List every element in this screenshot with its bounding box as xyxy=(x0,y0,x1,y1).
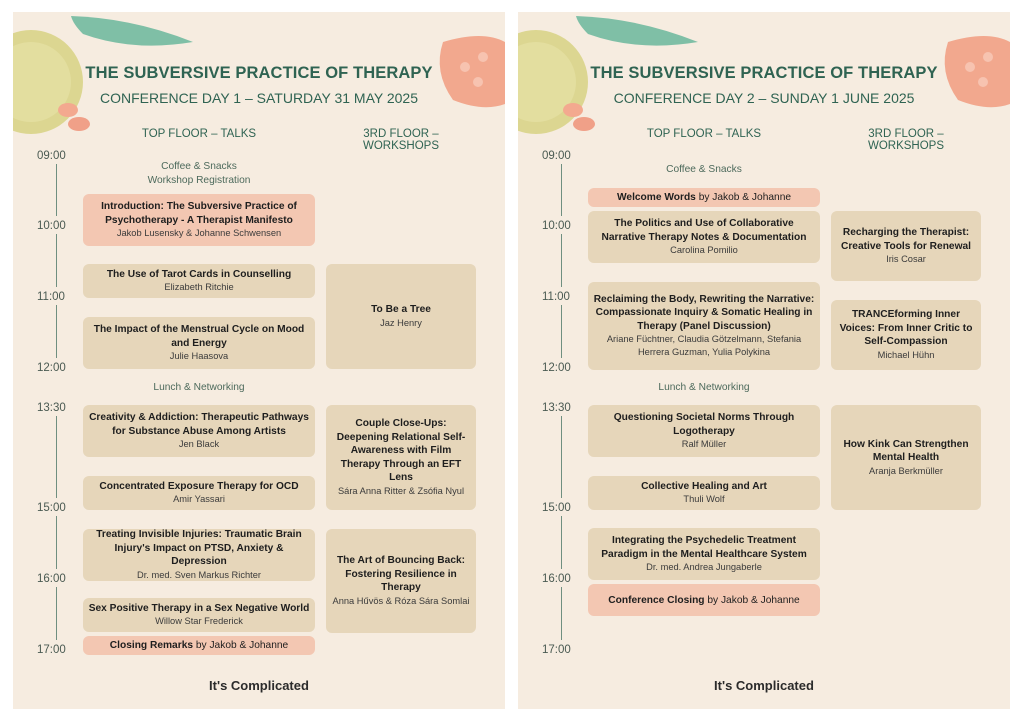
session-speaker: Elizabeth Ritchie xyxy=(164,282,234,293)
time-label: 15:00 xyxy=(37,502,66,514)
session-speaker: Dr. med. Sven Markus Richter xyxy=(137,569,261,580)
session-title: Reclaiming the Body, Rewriting the Narrative: Compassionate Inquiry & Somatic Healing in Therapy (Panel Discussion) xyxy=(593,293,815,332)
time-label: 09:00 xyxy=(37,150,66,162)
session-card xyxy=(588,476,820,510)
conference-title: THE SUBVERSIVE PRACTICE OF THERAPY xyxy=(85,64,433,82)
session-card xyxy=(83,529,315,581)
session-title: Creativity & Addiction: Therapeutic Pathways for Substance Abuse Among Artists xyxy=(89,412,309,437)
workshop-card xyxy=(831,405,981,510)
time-label: 16:00 xyxy=(37,573,66,585)
workshop-speaker: Jaz Henry xyxy=(380,317,422,328)
session-speaker: Julie Haasova xyxy=(169,351,229,361)
time-label: 12:00 xyxy=(37,362,66,374)
break-note: Lunch & Networking xyxy=(153,382,245,393)
time-label: 10:00 xyxy=(542,220,571,232)
time-label: 17:00 xyxy=(542,644,571,656)
brand-logo: It's Complicated xyxy=(714,678,814,693)
closing-title: Closing Remarks xyxy=(109,640,194,651)
closing-card xyxy=(588,584,820,616)
session-speaker: Ralf Müller xyxy=(681,439,727,449)
break-note: Coffee & Snacks xyxy=(161,161,237,172)
conference-day-subtitle: CONFERENCE DAY 2 – SUNDAY 1 JUNE 2025 xyxy=(613,90,915,106)
time-label: 11:00 xyxy=(37,291,65,303)
workshop-card xyxy=(326,405,476,510)
timeline-line xyxy=(561,587,562,640)
welcome-card xyxy=(588,188,820,207)
session-title: Sex Positive Therapy in a Sex Negative World xyxy=(88,602,310,614)
time-label: 15:00 xyxy=(542,502,571,514)
conference-title: THE SUBVERSIVE PRACTICE OF THERAPY xyxy=(590,64,938,82)
session-card xyxy=(588,211,820,263)
timeline-line xyxy=(561,164,562,216)
session-speaker: Carolina Pomilio xyxy=(670,245,738,255)
workshop-card xyxy=(326,529,476,633)
time-label: 17:00 xyxy=(37,644,66,656)
timeline-line xyxy=(56,587,57,640)
timeline-line xyxy=(561,234,562,287)
session-speaker: Amir Yassari xyxy=(173,494,225,505)
welcome-title: Welcome Words xyxy=(616,192,696,203)
timeline-line xyxy=(56,416,57,498)
session-speaker: Thuli Wolf xyxy=(683,494,725,505)
session-title: Introduction: The Subversive Practice of Psychotherapy - A Therapist Manifesto xyxy=(101,201,297,226)
column-header-workshops: 3RD FLOOR – WORKSHOPS xyxy=(867,128,945,152)
brand-logo: It's Complicated xyxy=(209,678,309,693)
time-label: 10:00 xyxy=(37,220,66,232)
workshop-card xyxy=(831,300,981,370)
session-card xyxy=(83,405,315,457)
workshop-speaker: Iris Cosar xyxy=(886,254,926,264)
workshop-speaker: Michael Hühn xyxy=(877,349,935,360)
column-header-talks: TOP FLOOR – TALKS xyxy=(141,128,257,140)
workshop-title: TRANCEforming Inner Voices: From Inner Critic to Self-Compassion xyxy=(839,309,973,348)
session-speaker: Jen Black xyxy=(178,439,220,449)
closing-by: by Jakob & Johanne xyxy=(707,594,800,606)
closing-title: Conference Closing xyxy=(608,594,705,606)
session-title: Integrating the Psychedelic Treatment Paradigm in the Mental Healthcare System xyxy=(601,535,807,560)
workshop-card xyxy=(326,264,476,369)
time-label: 09:00 xyxy=(542,150,571,162)
poster-day-2 xyxy=(518,12,1010,709)
session-speaker: Dr. med. Andrea Jungaberle xyxy=(646,562,762,572)
timeline-line xyxy=(561,416,562,498)
session-card xyxy=(83,264,315,298)
workshop-title: Recharging the Therapist: Creative Tools for Renewal xyxy=(840,227,972,252)
session-card xyxy=(83,476,315,510)
workshop-title: To Be a Tree xyxy=(371,304,431,316)
time-label: 16:00 xyxy=(542,573,571,585)
session-card xyxy=(588,282,820,370)
session-card xyxy=(83,317,315,369)
session-speaker: Willow Star Frederick xyxy=(155,616,243,627)
session-card xyxy=(588,405,820,457)
workshop-speaker: Sára Anna Ritter & Zsófia Nyul xyxy=(337,485,465,496)
time-label: 12:00 xyxy=(542,362,571,374)
timeline-line xyxy=(56,164,57,216)
session-title: Treating Invisible Injuries: Traumatic Brain Injury's Impact on PTSD, Anxiety & Depression xyxy=(96,529,302,568)
session-title: The Impact of the Menstrual Cycle on Mood and Energy xyxy=(93,324,305,349)
workshop-title: The Art of Bouncing Back: Fostering Resilience in Therapy xyxy=(336,555,466,594)
closing-by: by Jakob & Johanne xyxy=(195,640,289,651)
workshop-title: How Kink Can Strengthen Mental Health xyxy=(843,438,969,463)
timeline-line xyxy=(561,516,562,569)
timeline-line xyxy=(56,516,57,569)
session-title: The Politics and Use of Collaborative Narrative Therapy Notes & Documentation xyxy=(601,218,807,243)
welcome-by: by Jakob & Johanne xyxy=(698,192,792,203)
session-title: Collective Healing and Art xyxy=(641,480,767,492)
session-card xyxy=(83,194,315,246)
break-note: Coffee & Snacks xyxy=(666,164,742,175)
time-label: 13:30 xyxy=(37,402,66,414)
timeline-line xyxy=(56,305,57,358)
timeline-line xyxy=(56,234,57,287)
session-card xyxy=(588,528,820,580)
break-note: Workshop Registration xyxy=(147,175,251,186)
session-card xyxy=(83,598,315,632)
workshop-card xyxy=(831,211,981,281)
break-note: Lunch & Networking xyxy=(658,382,750,393)
session-title: Concentrated Exposure Therapy for OCD xyxy=(99,480,299,492)
workshop-speaker: Anna Hűvös & Róza Sára Somlai xyxy=(332,595,470,606)
timeline-line xyxy=(561,305,562,358)
session-title: Questioning Societal Norms Through Logotherapy xyxy=(613,412,795,437)
poster-day-1 xyxy=(13,12,505,709)
session-speaker: Jakob Lusensky & Johanne Schwensen xyxy=(116,228,282,238)
conference-day-subtitle: CONFERENCE DAY 1 – SATURDAY 31 MAY 2025 xyxy=(100,90,418,106)
time-label: 13:30 xyxy=(542,402,571,414)
closing-card xyxy=(83,636,315,655)
session-title: The Use of Tarot Cards in Counselling xyxy=(106,268,292,280)
workshop-title: Couple Close-Ups: Deepening Relational Self-Awareness with Film Therapy Through an EFT Lens xyxy=(336,418,466,484)
session-speaker: Ariane Füchtner, Claudia Götzelmann, Stefania Herrera Guzman, Yulia Polykina xyxy=(606,334,802,358)
workshop-speaker: Aranja Berkmüller xyxy=(869,465,943,476)
column-header-workshops: 3RD FLOOR – WORKSHOPS xyxy=(362,128,440,152)
column-header-talks: TOP FLOOR – TALKS xyxy=(646,128,762,140)
time-label: 11:00 xyxy=(542,291,570,303)
